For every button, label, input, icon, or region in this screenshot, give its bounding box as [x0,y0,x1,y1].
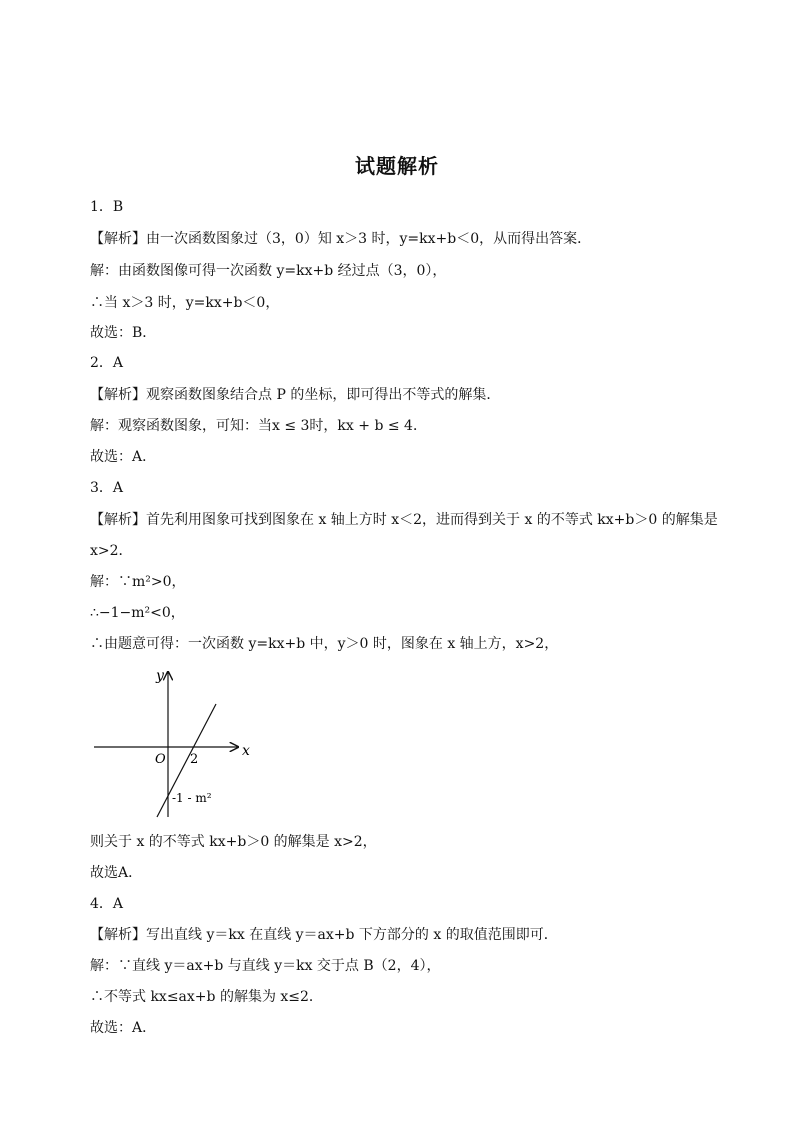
y-axis-label: y [156,668,164,684]
answer-3-step-2: ∴由题意可得：一次函数 y=kx+b 中，y＞0 时，图象在 x 轴上方，x>2， [90,636,559,652]
answer-3-conclusion: 则关于 x 的不等式 kx+b＞0 的解集是 x>2， [90,834,377,850]
page-title: 试题解析 [355,154,439,178]
answer-3-step: ∴−1−m²<0， [90,605,185,621]
x-intercept-label: 2 [190,752,199,767]
answer-4-choice: 故选：A． [90,1020,157,1036]
answer-1-solution: 解：由函数图像可得一次函数 y=kx+b 经过点（3，0）， [90,263,447,279]
answer-2-solution: 解：观察函数图象，可知：当x ≤ 3时，kx + b ≤ 4． [90,418,427,434]
answer-4-analysis: 【解析】写出直线 y＝kx 在直线 y＝ax+b 下方部分的 x 的取值范围即可． [90,927,558,943]
answer-3-number: 3．A [90,480,124,496]
y-intercept-label: -1 - m² [172,791,212,805]
answer-4-therefore: ∴不等式 kx≤ax+b 的解集为 x≤2． [90,989,323,1005]
answer-2-number: 2．A [90,355,124,371]
answer-1-therefore: ∴当 x＞3 时，y=kx+b＜0， [90,295,280,311]
answer-4-number: 4．A [90,896,124,912]
linear-function-graph [90,662,260,822]
x-axis-label: x [242,743,250,759]
answer-1-number: 1．B [90,199,124,215]
origin-label: O [155,752,166,767]
answer-3-analysis-cont: x>2． [90,543,133,559]
answer-3-solution: 解：∵m²>0， [90,574,186,590]
answer-1-analysis: 【解析】由一次函数图象过（3，0）知 x＞3 时，y=kx+b＜0，从而得出答案． [90,231,592,247]
answer-4-solution: 解：∵直线 y＝ax+b 与直线 y＝kx 交于点 B（2，4）， [90,958,441,974]
answer-3-choice: 故选A． [90,865,143,881]
answer-3-analysis: 【解析】首先利用图象可找到图象在 x 轴上方时 x＜2，进而得到关于 x 的不等式 kx+b＞0 的解集是 [90,512,718,528]
answer-2-choice: 故选：A． [90,449,157,465]
answer-2-analysis: 【解析】观察函数图象结合点 P 的坐标，即可得出不等式的解集． [90,387,501,403]
answer-1-choice: 故选：B． [90,325,157,341]
